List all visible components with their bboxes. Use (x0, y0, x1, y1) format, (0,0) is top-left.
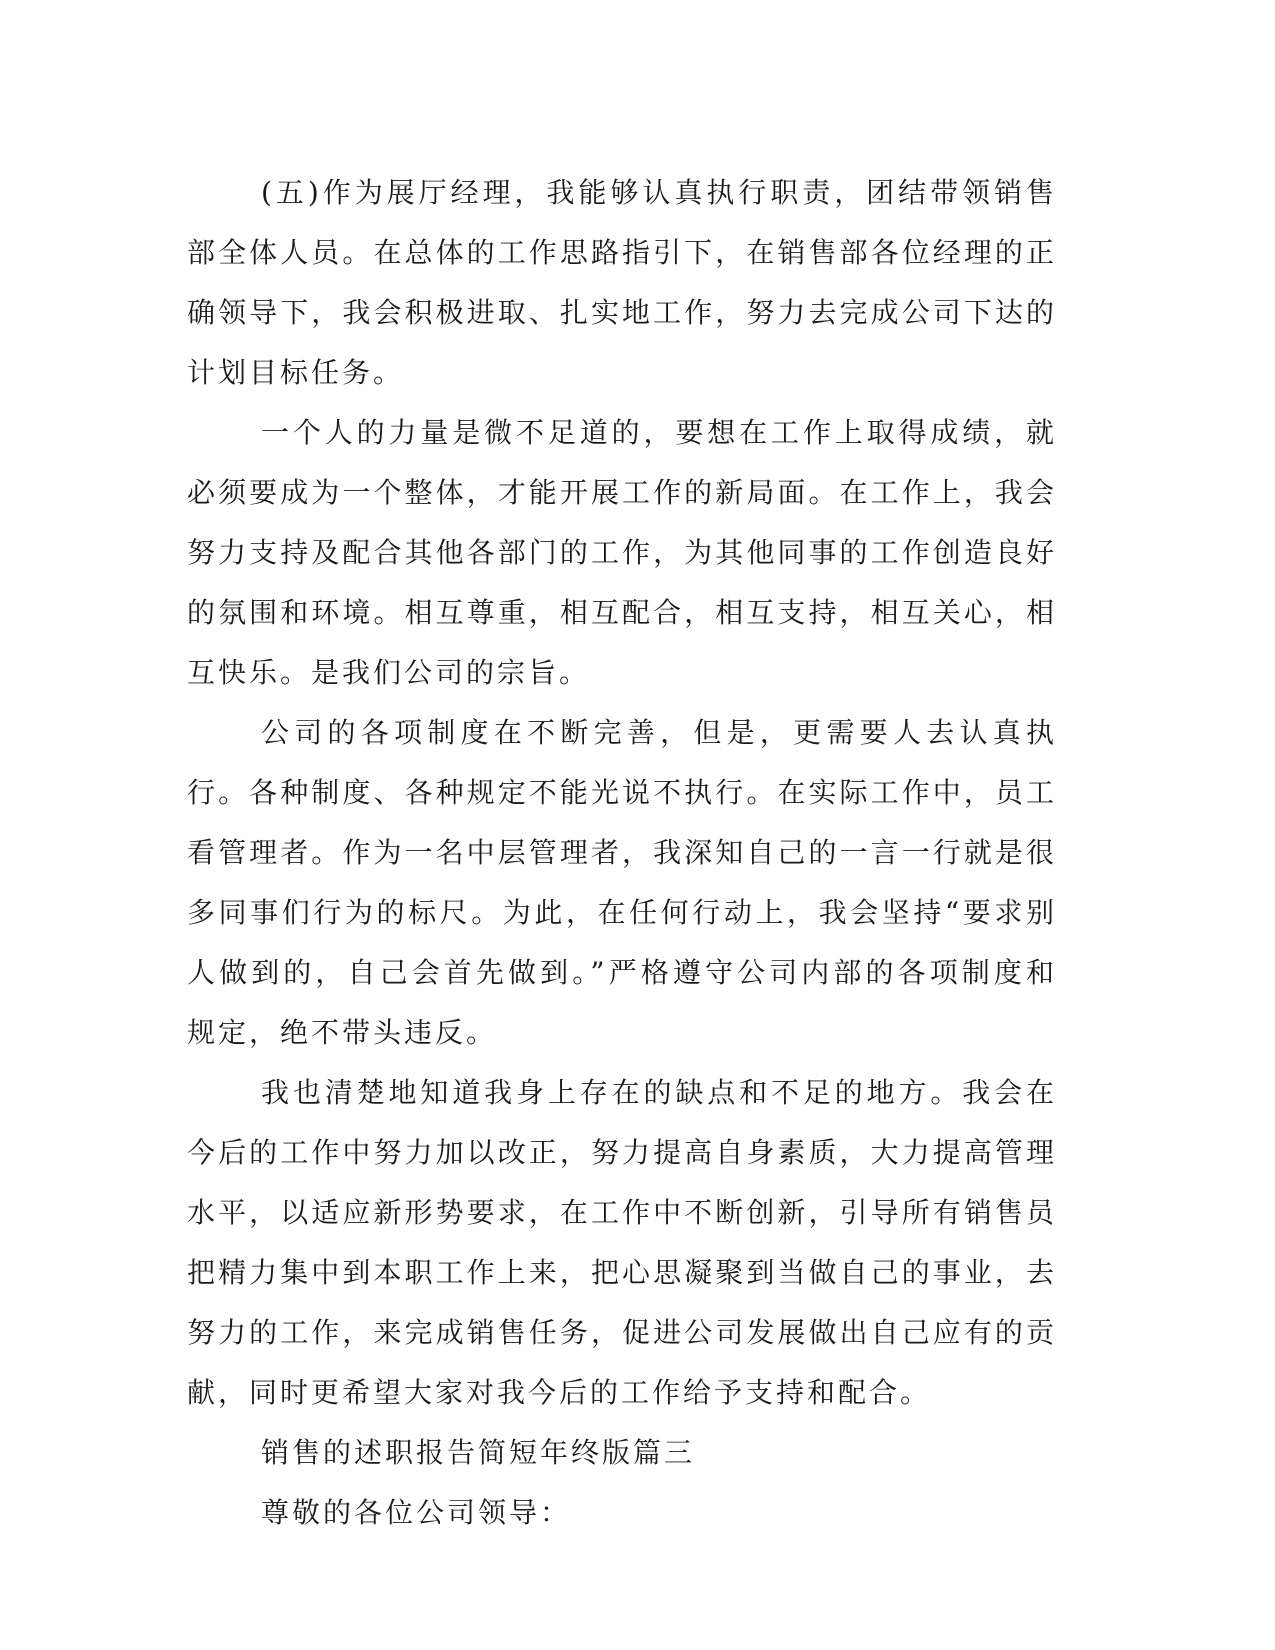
paragraph-company-rules: 公司的各项制度在不断完善，但是，更需要人去认真执行。各种制度、各种规定不能光说不执行。在实际工作中，员工看管理者。作为一名中层管理者，我深知自己的一言一行就是很多同事们行为的标尺。为此，在任何行动上，我会坚持“要求别人做到的，自己会首先做到。”严格遵守公司内部的各项制度和规定，绝不带头违反。 (187, 716, 1057, 1049)
section-heading: 销售的述职报告简短年终版篇三 (261, 1436, 696, 1469)
paragraph-showroom-manager: (五)作为展厅经理，我能够认真执行职责，团结带领销售部全体人员。在总体的工作思路指引下，在销售部各位经理的正确领导下，我会积极进取、扎实地工作，努力去完成公司下达的计划目标任务。 (187, 176, 1057, 389)
document-body (187, 163, 1057, 1543)
salutation: 尊敬的各位公司领导： (261, 1496, 572, 1529)
paragraph-teamwork: 一个人的力量是微不足道的，要想在工作上取得成绩，就必须要成为一个整体，才能开展工作的新局面。在工作上，我会努力支持及配合其他各部门的工作，为其他同事的工作创造良好的氛围和环境。相互尊重，相互配合，相互支持，相互关心，相互快乐。是我们公司的宗旨。 (187, 416, 1057, 689)
paragraph-self-improvement: 我也清楚地知道我身上存在的缺点和不足的地方。我会在今后的工作中努力加以改正，努力提高自身素质，大力提高管理水平，以适应新形势要求，在工作中不断创新，引导所有销售员把精力集中到本职工作上来，把心思凝聚到当做自己的事业，去努力的工作，来完成销售任务，促进公司发展做出自己应有的贡献，同时更希望大家对我今后的工作给予支持和配合。 (187, 1076, 1057, 1409)
